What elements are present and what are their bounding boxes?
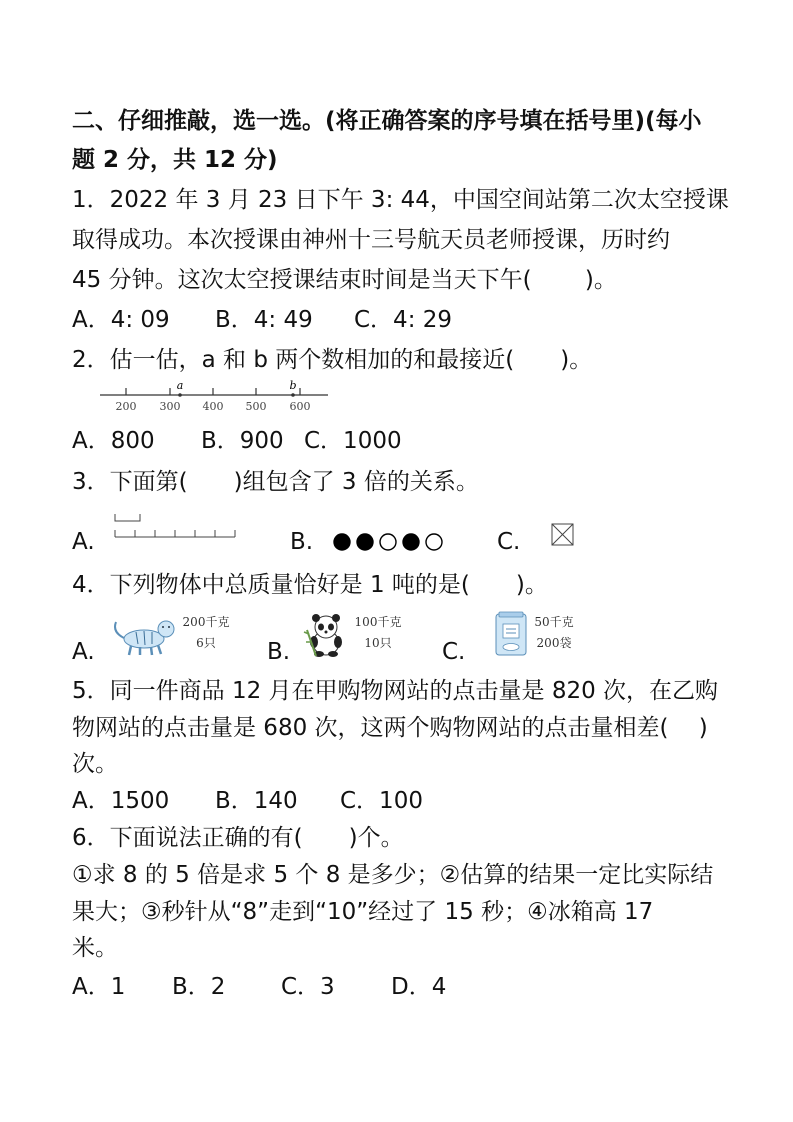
q5-option-b: B．140 bbox=[215, 788, 298, 814]
q3-option-b: B. bbox=[290, 529, 314, 555]
tiger-weight-labels bbox=[172, 610, 242, 654]
q3-option-c: C. bbox=[497, 529, 521, 555]
q2-line1: 2．估一估，a 和 b 两个数相加的和最接近( )。 bbox=[72, 347, 593, 373]
q6-option-d: D．4 bbox=[391, 974, 447, 1000]
circle-group bbox=[330, 530, 450, 554]
segment-diagram bbox=[112, 510, 242, 540]
tiger-count: 6只 bbox=[196, 636, 216, 650]
section-title-line1: 二、仔细推敲，选一选。(将正确答案的序号填在括号里)(每小 bbox=[72, 108, 702, 134]
q3-option-a: A. bbox=[72, 529, 95, 555]
q6-line2: ①求 8 的 5 倍是求 5 个 8 是多少；②估算的结果一定比实际结 bbox=[72, 862, 714, 888]
q5-option-a: A．1500 bbox=[72, 788, 170, 814]
q6-option-a: A．1 bbox=[72, 974, 126, 1000]
filled-circle-icon bbox=[357, 534, 373, 550]
point-b-dot bbox=[291, 393, 295, 397]
q4-option-a: A. bbox=[72, 639, 95, 665]
point-b-label: b bbox=[289, 379, 297, 392]
q6-line1: 6．下面说法正确的有( )个。 bbox=[72, 825, 404, 851]
filled-circle-icon bbox=[334, 534, 350, 550]
q5-line2: 物网站的点击量是 680 次，这两个购物网站的点击量相差( ) bbox=[72, 715, 708, 741]
tiger-weight: 200千克 bbox=[182, 615, 230, 629]
tick-label: 400 bbox=[202, 400, 224, 413]
rice-weight: 50千克 bbox=[534, 615, 574, 629]
q6-line3: 果大；③秒针从“8”走到“10”经过了 15 秒；④冰箱高 17 bbox=[72, 899, 654, 925]
rice-count: 200袋 bbox=[536, 636, 572, 650]
q3-line1: 3．下面第( )组包含了 3 倍的关系。 bbox=[72, 469, 479, 495]
tick-label: 500 bbox=[245, 400, 267, 413]
filled-circle-icon bbox=[403, 534, 419, 550]
q1-option-a: A．4: 09 bbox=[72, 307, 170, 333]
q1-option-c: C．4: 29 bbox=[354, 307, 453, 333]
q4-line1: 4．下列物体中总质量恰好是 1 吨的是( )。 bbox=[72, 572, 548, 598]
q2-option-c: C．1000 bbox=[304, 428, 402, 454]
q1-line1: 1．2022 年 3 月 23 日下午 3: 44，中国空间站第二次太空授课 bbox=[72, 187, 729, 213]
tiger-icon bbox=[106, 612, 180, 658]
q4-option-b: B. bbox=[267, 639, 291, 665]
empty-circle-icon bbox=[380, 534, 396, 550]
panda-weight-labels bbox=[344, 610, 414, 654]
q5-line1: 5．同一件商品 12 月在甲购物网站的点击量是 820 次，在乙购 bbox=[72, 678, 719, 704]
q5-option-c: C．100 bbox=[340, 788, 423, 814]
q6-line4: 米。 bbox=[72, 935, 118, 961]
empty-circle-icon bbox=[426, 534, 442, 550]
q6-option-b: B．2 bbox=[172, 974, 226, 1000]
q2-option-a: A．800 bbox=[72, 428, 155, 454]
q1-option-b: B．4: 49 bbox=[215, 307, 313, 333]
number-line bbox=[98, 378, 333, 418]
rice-weight-labels bbox=[520, 610, 590, 654]
panda-weight: 100千克 bbox=[354, 615, 402, 629]
q5-line3: 次。 bbox=[72, 751, 118, 777]
tick-label: 200 bbox=[115, 400, 137, 413]
q2-option-b: B．900 bbox=[201, 428, 284, 454]
tick-label: 300 bbox=[159, 400, 181, 413]
q1-line3: 45 分钟。这次太空授课结束时间是当天下午( )。 bbox=[72, 267, 617, 293]
point-a-label: a bbox=[176, 379, 184, 392]
q4-option-c: C. bbox=[442, 639, 466, 665]
section-title-line2: 题 2 分，共 12 分) bbox=[72, 147, 278, 173]
q6-option-c: C．3 bbox=[281, 974, 335, 1000]
panda-count: 10只 bbox=[364, 636, 392, 650]
point-a-dot bbox=[178, 393, 182, 397]
square-with-diagonals-icon bbox=[550, 522, 576, 548]
q1-line2: 取得成功。本次授课由神州十三号航天员老师授课，历时约 bbox=[72, 227, 670, 253]
panda-icon bbox=[302, 610, 350, 658]
tick-label: 600 bbox=[289, 400, 311, 413]
